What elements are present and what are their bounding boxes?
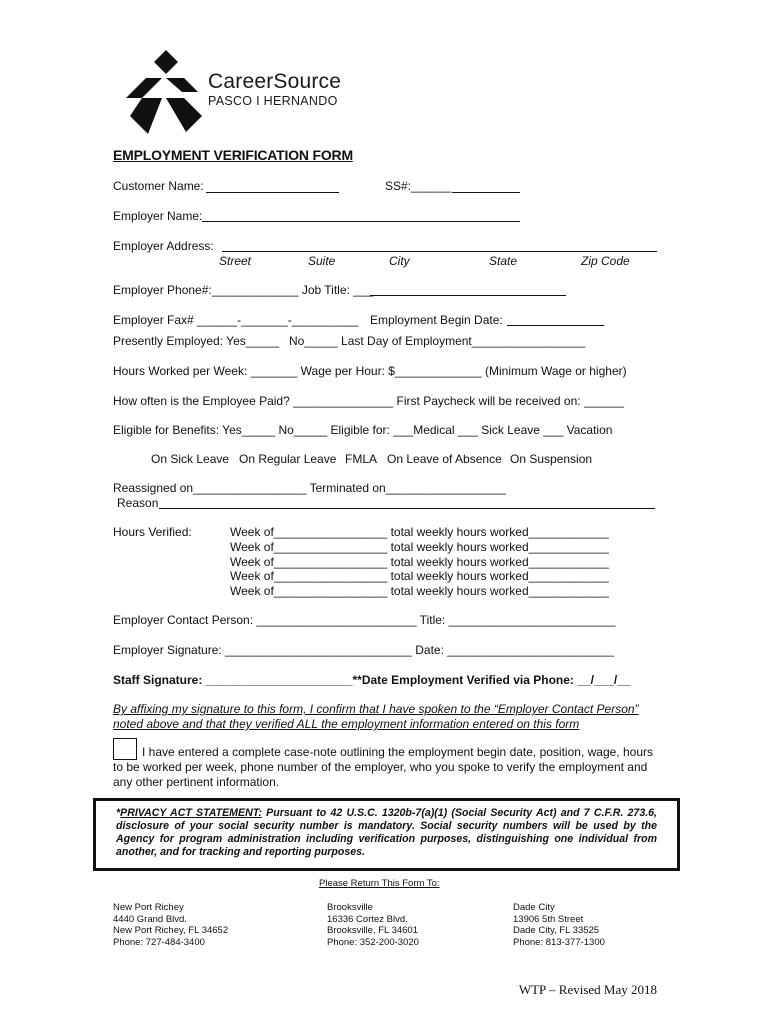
signature-affirmation-line1: By affixing my signature to this form, I confirm that I have spoken to the “Employer Contact Person” [113, 702, 639, 716]
case-note-text-line2: to be worked per week, phone number of the employer, who you spoke to verify the employment and [113, 760, 648, 774]
week-row: Week of_________________ total weekly hours worked____________ [230, 540, 609, 554]
begin-date-label: Employment Begin Date: [370, 313, 503, 327]
address-suite-label: Suite [308, 254, 336, 268]
hours-wage-label: Hours Worked per Week: _______ Wage per Hour: $_____________ (Minimum Wage or higher) [113, 364, 627, 378]
office-name: Brooksville [327, 902, 373, 913]
reassigned-terminated-label: Reassigned on_________________ Terminated on__________________ [113, 481, 506, 495]
logo-subtitle: PASCO I HERNANDO [208, 94, 338, 108]
office-phone: Phone: 813-377-1300 [513, 936, 605, 948]
pay-frequency-label: How often is the Employee Paid? _______________ First Paycheck will be received on: ______ [113, 394, 624, 408]
office-street: 4440 Grand Blvd. [113, 913, 187, 925]
reason-field[interactable] [159, 508, 655, 509]
revision-footer: WTP – Revised May 2018 [518, 982, 657, 997]
careersource-logo [124, 48, 344, 136]
last-day-label: No_____ Last Day of Employment_________________ [289, 334, 586, 348]
address-city-label: City [389, 254, 410, 268]
privacy-act-heading: PRIVACY ACT STATEMENT: [120, 807, 262, 819]
case-note-checkbox[interactable] [113, 738, 137, 760]
office-city: Dade City, FL 33525 [513, 925, 600, 936]
office-city: Brooksville, FL 34601 [327, 925, 419, 936]
hours-verified-label: Hours Verified: [113, 525, 192, 539]
contact-person-label: Employer Contact Person: ________________________ Title: _________________________ [113, 613, 616, 627]
presently-employed-label: Presently Employed: Yes_____ [113, 334, 280, 348]
address-street-label: Street [219, 254, 252, 268]
employer-name-label: Employer Name: [113, 209, 203, 223]
office-phone: Phone: 727-484-3400 [113, 936, 205, 948]
reason-label: Reason [117, 496, 159, 510]
case-note-text-line1: I have entered a complete case-note outlining the employment begin date, position, wage, hours [142, 745, 653, 759]
leave-option-regular: On Regular Leave [239, 452, 337, 466]
benefits-eligibility-label: Eligible for Benefits: Yes_____ No_____ Eligible for: ___Medical ___ Sick Leave ___ Vacation [113, 423, 613, 437]
office-brooksville [327, 902, 419, 948]
office-phone: Phone: 352-200-3020 [327, 936, 419, 948]
ss-field[interactable] [452, 192, 520, 193]
privacy-act-body: Pursuant to 42 U.S.C. 1320b-7(a)(1) (Social Security Act) and 7 C.F.R. 273.6, disclosure of your social security number is mandatory. Social security numbers will be used by the Agency for program administration including verification purposes, distinguishing one individual from another, and for tracking and reporting purposes. [116, 807, 657, 858]
leave-option-absence: On Leave of Absence [387, 452, 502, 466]
employer-fax-label: Employer Fax# ______-_______-__________ [113, 313, 359, 327]
return-form-label: Please Return This Form To: [319, 878, 440, 889]
begin-date-field[interactable] [507, 325, 604, 326]
leave-option-sick: On Sick Leave [151, 452, 230, 466]
form-title: EMPLOYMENT VERIFICATION FORM [113, 147, 353, 163]
office-dade-city [513, 902, 605, 948]
job-title-field[interactable] [370, 295, 566, 296]
leave-option-suspension: On Suspension [510, 452, 593, 466]
leave-option-fmla: FMLA [345, 452, 378, 466]
week-row: Week of_________________ total weekly hours worked____________ [230, 569, 609, 583]
ss-label: SS#:______ [385, 179, 452, 193]
employer-signature-label: Employer Signature: ____________________________ Date: _________________________ [113, 643, 615, 657]
office-street: 13906 5th Street [513, 913, 584, 925]
privacy-act-statement: *PRIVACY ACT STATEMENT: Pursuant to 42 U.S.C. 1320b-7(a)(1) (Social Security Act) and 7 C.F.R. 273.6, disclosure of your social security number is mandatory. Social security numbers will be used by the Agency for program administration including verification purposes, distinguishing one individual from another, and for tracking and reporting purposes. [93, 798, 680, 871]
logo-name: CareerSource [208, 70, 342, 93]
office-new-port-richey [113, 902, 228, 948]
address-zip-label: Zip Code [581, 254, 630, 268]
office-name: Dade City [513, 902, 555, 913]
week-row: Week of_________________ total weekly hours worked____________ [230, 555, 609, 569]
employer-phone-label: Employer Phone#:_____________ Job Title: ___ [113, 283, 374, 297]
employer-address-field[interactable] [222, 251, 657, 252]
case-note-text-line3: any other pertinent information. [113, 775, 280, 789]
staff-signature-label: Staff Signature: ______________________**Date Employment Verified via Phone: __/___/__ [113, 673, 631, 687]
office-street: 16336 Cortez Blvd. [327, 913, 408, 925]
week-row: Week of_________________ total weekly hours worked____________ [230, 525, 609, 539]
logo-mark-icon [124, 48, 208, 136]
customer-name-field[interactable] [206, 192, 339, 193]
signature-affirmation-line2: noted above and that they verified ALL the employment information entered on this form [113, 717, 580, 731]
week-row: Week of_________________ total weekly hours worked____________ [230, 584, 609, 598]
address-state-label: State [489, 254, 518, 268]
customer-name-label: Customer Name: [113, 179, 204, 193]
employer-address-label: Employer Address: [113, 239, 214, 253]
office-city: New Port Richey, FL 34652 [113, 925, 229, 936]
employer-name-field[interactable] [202, 221, 520, 222]
office-name: New Port Richey [113, 902, 184, 913]
